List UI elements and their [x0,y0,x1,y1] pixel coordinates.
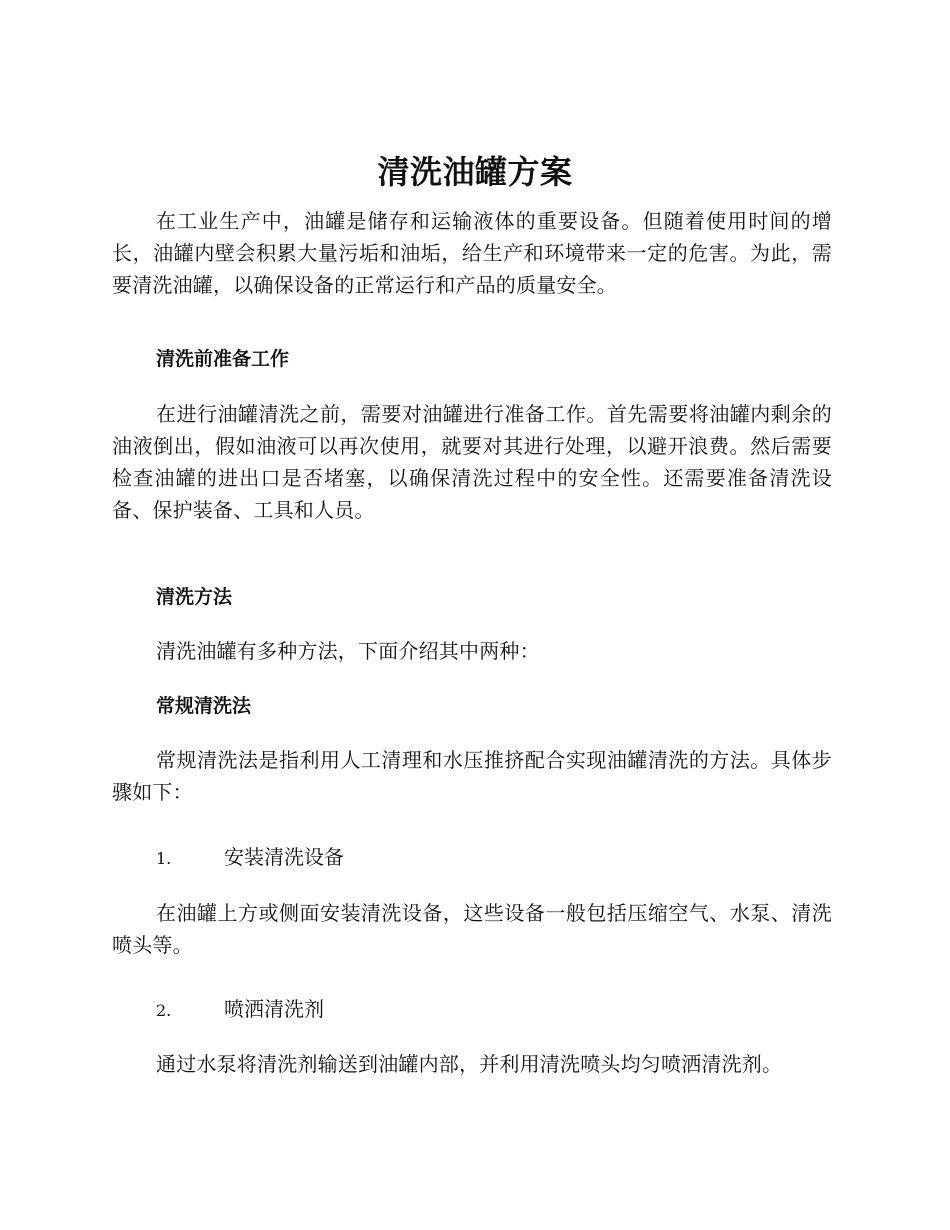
list-item-step-2 [156,994,324,1026]
list-number: 1. [156,849,172,868]
intro-paragraph: 在工业生产中，油罐是储存和运输液体的重要设备。但随着使用时间的增长，油罐内壁会积累大量污垢和油垢，给生产和环境带来一定的危害。为此，需要清洗油罐，以确保设备的正常运行和产品的质量安全。 [112,209,832,297]
document-title: 清洗油罐方案 [377,153,573,191]
section-heading-preparation: 清洗前准备工作 [156,348,290,370]
list-number: 2. [156,1001,172,1020]
step-2-body: 通过水泵将清洗剂输送到油罐内部，并利用清洗喷头均匀喷洒清洗剂。 [156,1052,783,1076]
section-body-conventional: 常规清洗法是指利用人工清理和水压推挤配合实现油罐清洗的方法。具体步骤如下： [112,748,832,804]
section-heading-conventional: 常规清洗法 [156,695,252,717]
list-label: 安装清洗设备 [224,845,344,869]
section-body-methods: 清洗油罐有多种方法，下面介绍其中两种： [156,639,540,663]
section-body-preparation: 在进行油罐清洗之前，需要对油罐进行准备工作。首先需要将油罐内剩余的油液倒出，假如油液可以再次使用，就要对其进行处理，以避开浪费。然后需要检查油罐的进出口是否堵塞，以确保清洗过程中的安全性。还需要准备清洗设备、保护装备、工具和人员。 [112,402,832,522]
list-label: 喷洒清洗剂 [224,997,324,1021]
list-item-step-1 [156,842,344,874]
step-1-body: 在油罐上方或侧面安装清洗设备，这些设备一般包括压缩空气、水泵、清洗喷头等。 [112,901,832,957]
section-heading-methods: 清洗方法 [156,586,233,608]
